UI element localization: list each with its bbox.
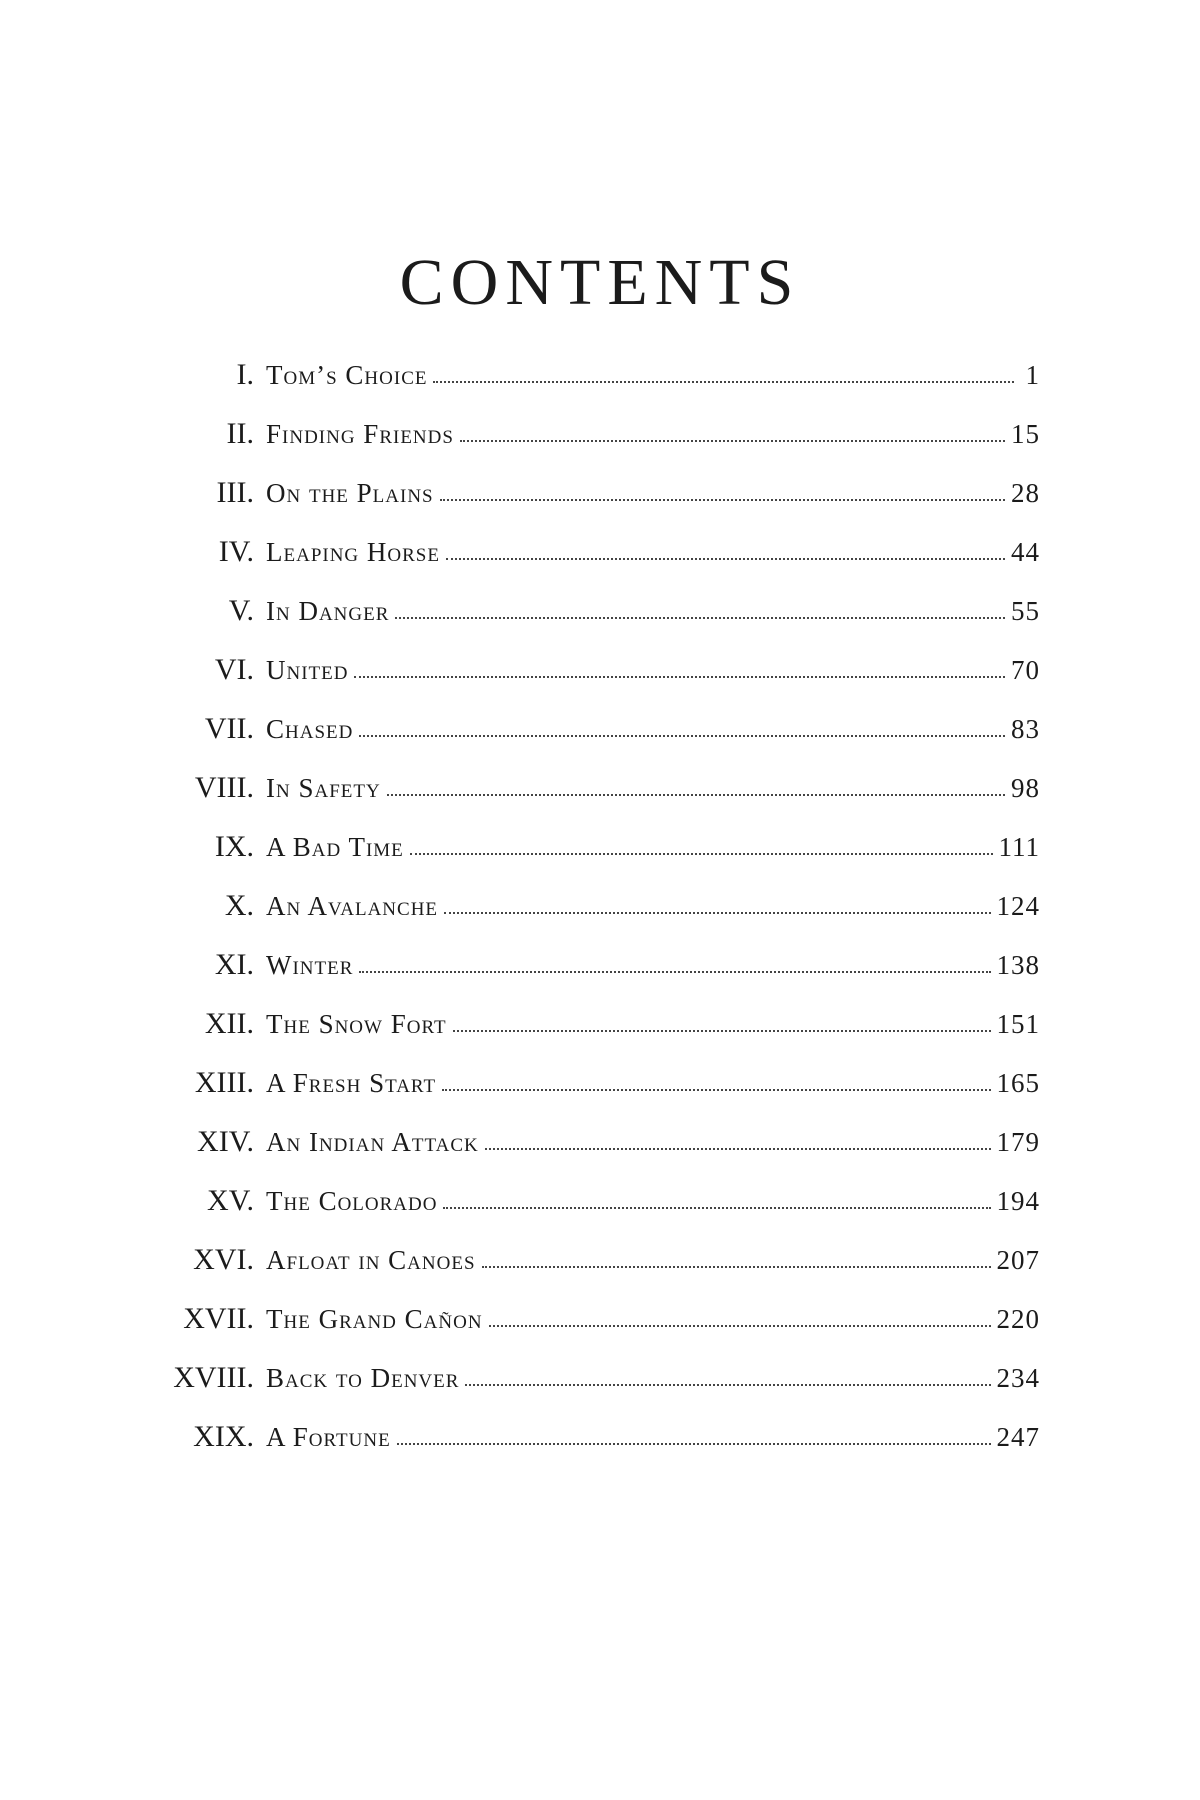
table-of-contents [160,358,1040,1479]
chapter-numeral: XVIII. [173,1361,254,1394]
chapter-title: The Snow Fort [266,1009,447,1039]
toc-entry[interactable] [160,653,1040,712]
chapter-numeral: XI. [214,948,254,981]
page-number: 124 [996,891,1040,921]
chapter-title: A Bad Time [266,832,404,862]
chapter-numeral: XVI. [193,1243,254,1276]
toc-entry[interactable] [160,1066,1040,1125]
page-number: 207 [996,1245,1040,1275]
toc-entry[interactable] [160,535,1040,594]
chapter-title: In Danger [266,596,390,626]
chapter-title: The Grand Cañon [266,1304,483,1334]
toc-entry[interactable] [160,594,1040,653]
toc-entry[interactable] [160,771,1040,830]
dot-leader [485,1148,991,1150]
chapter-numeral: XVII. [183,1302,254,1335]
chapter-title: Finding Friends [266,419,454,449]
page-number: 165 [996,1068,1040,1098]
chapter-title: An Avalanche [266,891,439,921]
chapter-title: In Safety [266,773,381,803]
chapter-title: Tom’s Choice [266,360,428,390]
page-number: 111 [998,832,1040,862]
page-number: 234 [996,1363,1040,1393]
dot-leader [387,794,1005,796]
toc-entry[interactable] [160,948,1040,1007]
page-number: 83 [1011,714,1040,744]
page-number: 151 [996,1009,1040,1039]
page-number: 194 [996,1186,1040,1216]
chapter-title: A Fortune [266,1422,391,1452]
chapter-title: A Fresh Start [266,1068,437,1098]
dot-leader [433,381,1014,383]
chapter-title: An Indian Attack [266,1127,479,1157]
chapter-numeral: VII. [204,712,254,745]
dot-leader [482,1266,991,1268]
chapter-numeral: VI. [214,653,254,686]
chapter-numeral: I. [236,358,254,391]
page-number: 247 [996,1422,1040,1452]
page-number: 220 [996,1304,1040,1334]
page-number: 179 [996,1127,1040,1157]
page-number: 44 [1011,537,1040,567]
dot-leader [460,440,1005,442]
chapter-numeral: XII. [204,1007,254,1040]
toc-entry[interactable] [160,1420,1040,1479]
toc-entry[interactable] [160,889,1040,948]
dot-leader [359,735,1005,737]
page-number: 55 [1011,596,1040,626]
toc-entry[interactable] [160,1184,1040,1243]
dot-leader [410,853,993,855]
chapter-numeral: XIII. [194,1066,254,1099]
toc-entry[interactable] [160,358,1040,417]
chapter-numeral: III. [216,476,254,509]
chapter-numeral: XV. [207,1184,254,1217]
chapter-title: Chased [266,714,354,744]
toc-entry[interactable] [160,1125,1040,1184]
dot-leader [453,1030,991,1032]
chapter-numeral: IX. [214,830,254,863]
toc-entry[interactable] [160,1361,1040,1420]
dot-leader [465,1384,990,1386]
dot-leader [397,1443,991,1445]
dot-leader [395,617,1005,619]
dot-leader [442,1089,990,1091]
page-number: 98 [1011,773,1040,803]
dot-leader [443,1207,990,1209]
chapter-numeral: II. [226,417,254,450]
chapter-numeral: X. [224,889,254,922]
dot-leader [354,676,1005,678]
page-number: 138 [996,950,1040,980]
page-number: 28 [1011,478,1040,508]
chapter-title: Leaping Horse [266,537,440,567]
chapter-title: Back to Denver [266,1363,460,1393]
toc-entry[interactable] [160,417,1040,476]
toc-entry[interactable] [160,1302,1040,1361]
chapter-title: Winter [266,950,354,980]
dot-leader [489,1325,991,1327]
toc-entry[interactable] [160,830,1040,889]
page-number: 15 [1011,419,1040,449]
toc-entry[interactable] [160,712,1040,771]
chapter-title: The Colorado [266,1186,438,1216]
toc-entry[interactable] [160,1007,1040,1066]
chapter-title: On the Plains [266,478,434,508]
chapter-numeral: VIII. [194,771,254,804]
chapter-title: United [266,655,349,685]
toc-entry[interactable] [160,476,1040,535]
page-number: 70 [1011,655,1040,685]
chapter-numeral: XIV. [197,1125,254,1158]
chapter-title: Afloat in Canoes [266,1245,476,1275]
page-title: CONTENTS [399,246,801,319]
page-number: 1 [1025,360,1040,390]
dot-leader [446,558,1005,560]
chapter-numeral: V. [228,594,254,627]
dot-leader [359,971,990,973]
chapter-numeral: IV. [218,535,254,568]
dot-leader [444,912,990,914]
chapter-numeral: XIX. [193,1420,254,1453]
toc-entry[interactable] [160,1243,1040,1302]
dot-leader [440,499,1005,501]
